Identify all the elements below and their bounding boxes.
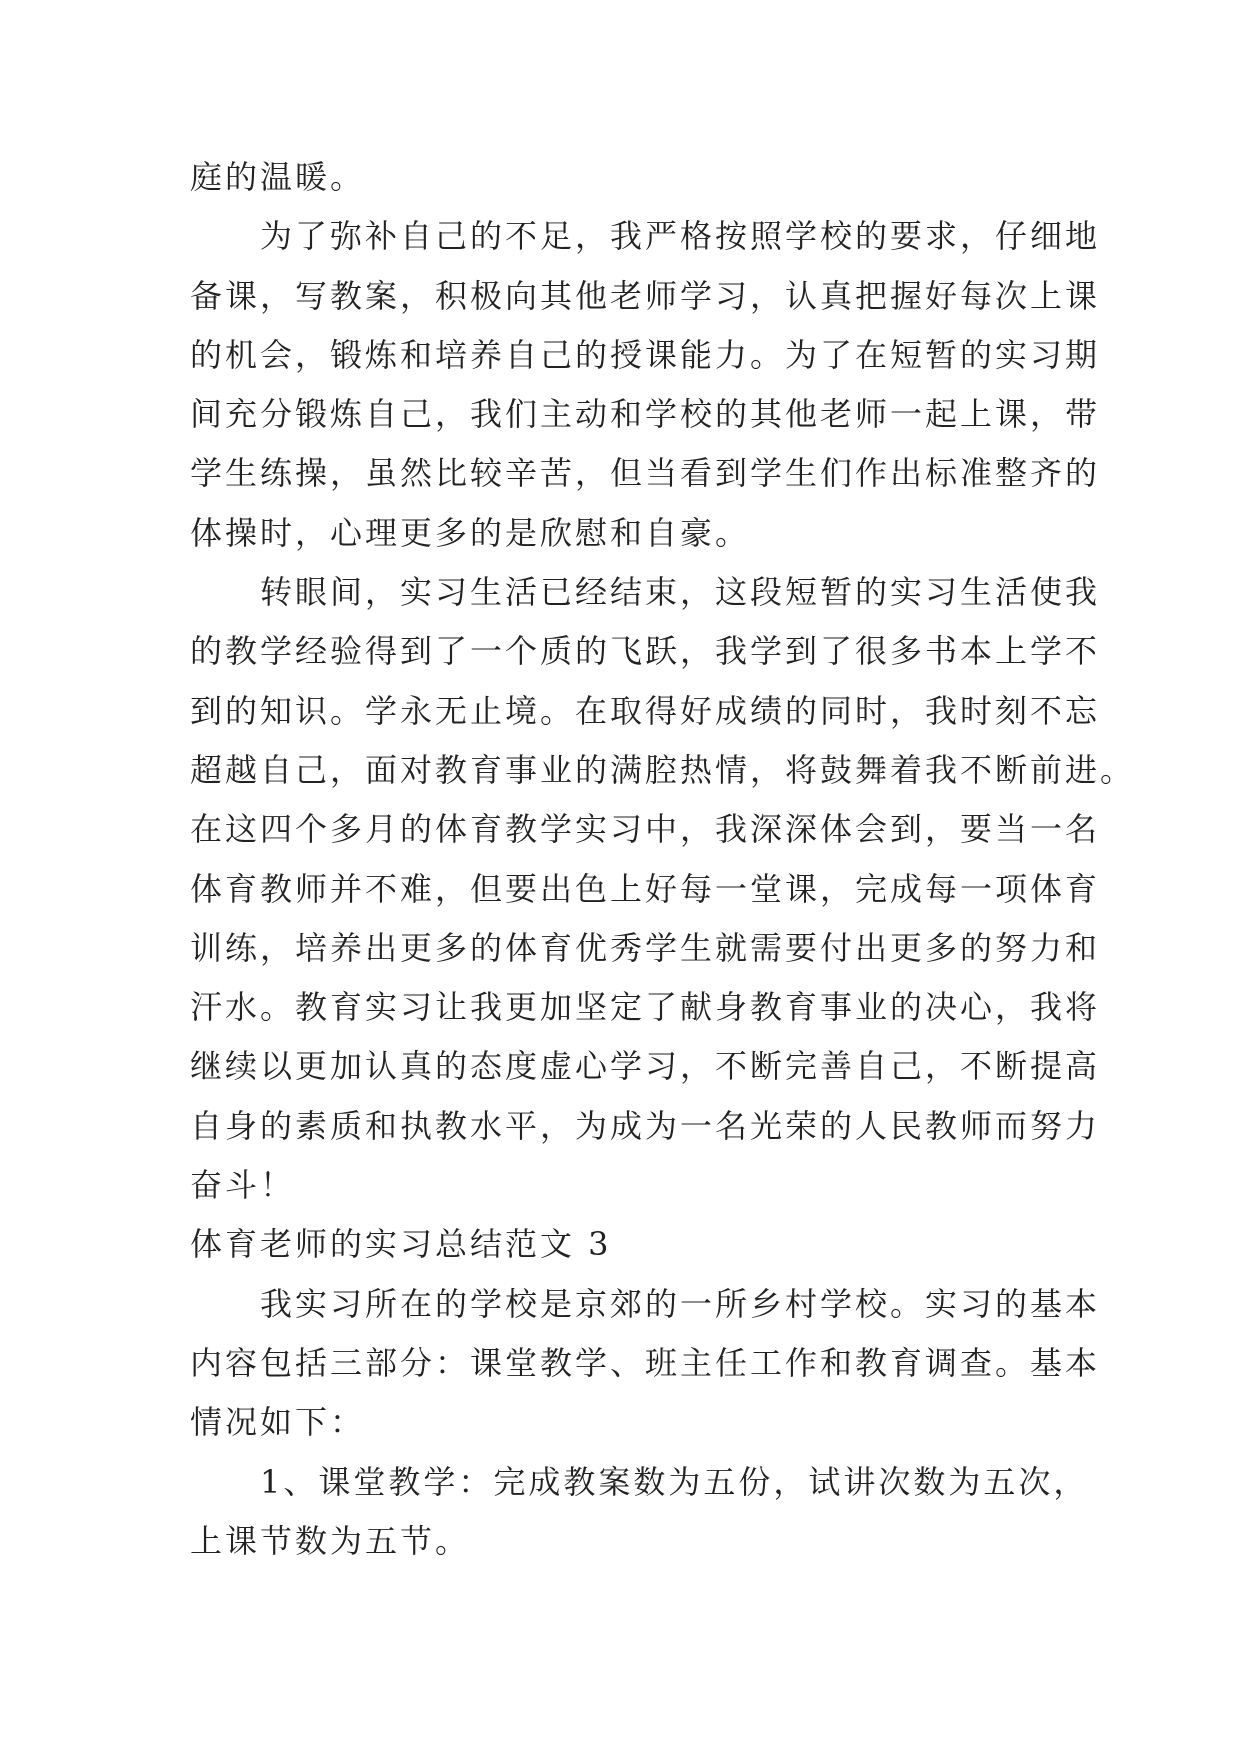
text-line: 学生练操，虽然比较辛苦，但当看到学生们作出标准整齐的 [190, 454, 1101, 493]
text-line: 在这四个多月的体育教学实习中，我深深体会到，要当一名 [190, 810, 1101, 849]
text-line: 我实习所在的学校是京郊的一所乡村学校。实习的基本 [260, 1284, 1101, 1323]
text-line: 超越自己，面对教育事业的满腔热情，将鼓舞着我不断前进。 [190, 750, 1136, 789]
text-line: 的机会，锻炼和培养自己的授课能力。为了在短暂的实习期 [190, 335, 1101, 374]
text-line: 继续以更加认真的态度虚心学习，不断完善自己，不断提高 [190, 1047, 1101, 1086]
document-body [190, 148, 1136, 1571]
text-line: 奋斗！ [190, 1166, 296, 1205]
text-line: 情况如下： [190, 1403, 366, 1442]
text-line: 自身的素质和执教水平，为成为一名光荣的人民教师而努力 [190, 1106, 1101, 1145]
section-heading: 体育老师的实习总结范文 3 [190, 1225, 612, 1264]
text-line: 体操时，心理更多的是欣慰和自豪。 [190, 513, 751, 552]
text-line: 间充分锻炼自己，我们主动和学校的其他老师一起上课，带 [190, 395, 1101, 434]
text-line: 为了弥补自己的不足，我严格按照学校的要求，仔细地 [260, 217, 1101, 256]
text-line: 内容包括三部分：课堂教学、班主任工作和教育调查。基本 [190, 1343, 1101, 1382]
text-line: 汗水。教育实习让我更加坚定了献身教育事业的决心，我将 [190, 988, 1101, 1027]
text-line: 体育教师并不难，但要出色上好每一堂课，完成每一项体育 [190, 869, 1101, 908]
text-line: 上课节数为五节。 [190, 1521, 471, 1560]
text-line: 训练，培养出更多的体育优秀学生就需要付出更多的努力和 [190, 928, 1101, 967]
text-line: 的教学经验得到了一个质的飞跃，我学到了很多书本上学不 [190, 632, 1101, 671]
text-line: 1、课堂教学：完成教案数为五份，试讲次数为五次， [260, 1462, 1089, 1501]
text-line: 庭的温暖。 [190, 158, 366, 196]
text-line: 备课，写教案，积极向其他老师学习，认真把握好每次上课 [190, 276, 1101, 315]
text-line: 到的知识。学永无止境。在取得好成绩的同时，我时刻不忘 [190, 691, 1101, 730]
text-line: 转眼间，实习生活已经结束，这段短暂的实习生活使我 [260, 573, 1101, 612]
